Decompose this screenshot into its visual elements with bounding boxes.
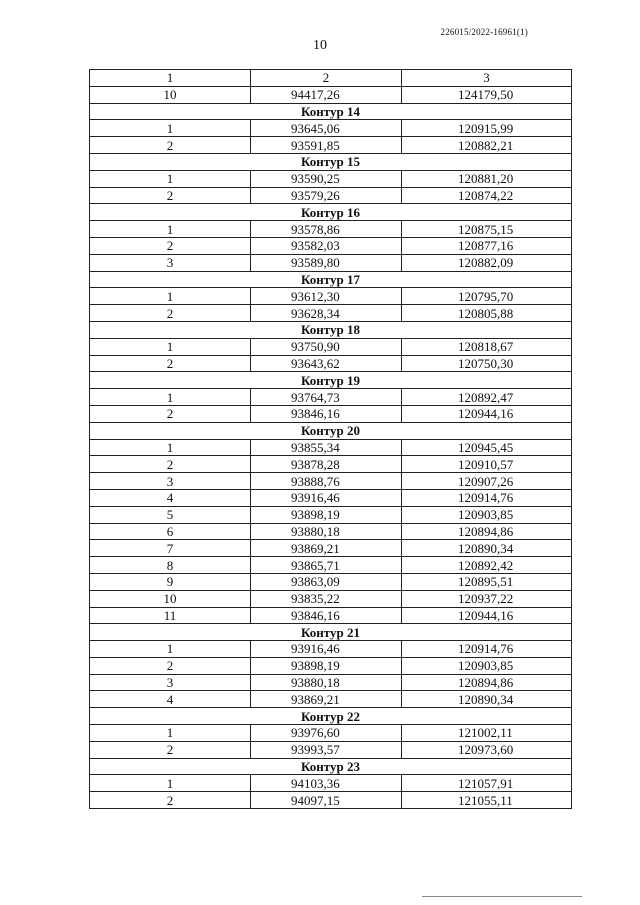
point-number-cell: 11	[90, 607, 251, 624]
x-coordinate-cell: 93764,73	[251, 389, 402, 406]
x-coordinate-cell: 93578,86	[251, 221, 402, 238]
column-header-2: 2	[251, 70, 402, 87]
y-coordinate-cell: 120877,16	[402, 237, 572, 254]
point-number-cell: 1	[90, 170, 251, 187]
x-coordinate-cell: 94097,15	[251, 792, 402, 809]
point-number-cell: 3	[90, 674, 251, 691]
y-coordinate-cell: 120910,57	[402, 456, 572, 473]
y-coordinate-cell: 120892,47	[402, 389, 572, 406]
y-coordinate-cell: 121055,11	[402, 792, 572, 809]
table-header-row	[90, 70, 572, 87]
table-row	[90, 691, 572, 708]
footer-rule	[422, 896, 582, 897]
point-number-cell: 2	[90, 792, 251, 809]
x-coordinate-cell: 93612,30	[251, 288, 402, 305]
table-row	[90, 523, 572, 540]
y-coordinate-cell: 120882,21	[402, 137, 572, 154]
table-row	[90, 170, 572, 187]
x-coordinate-cell: 93855,34	[251, 439, 402, 456]
section-header-row	[90, 758, 572, 775]
table-row	[90, 405, 572, 422]
y-coordinate-cell: 120914,76	[402, 489, 572, 506]
section-header-row	[90, 204, 572, 221]
x-coordinate-cell: 93835,22	[251, 590, 402, 607]
y-coordinate-cell: 120875,15	[402, 221, 572, 238]
section-title: Контур 19	[90, 372, 572, 389]
x-coordinate-cell: 93582,03	[251, 237, 402, 254]
x-coordinate-cell: 93579,26	[251, 187, 402, 204]
section-title: Контур 15	[90, 153, 572, 170]
y-coordinate-cell: 124179,50	[402, 86, 572, 103]
y-coordinate-cell: 121057,91	[402, 775, 572, 792]
table-row	[90, 573, 572, 590]
y-coordinate-cell: 120895,51	[402, 573, 572, 590]
point-number-cell: 4	[90, 489, 251, 506]
table-row	[90, 540, 572, 557]
point-number-cell: 1	[90, 120, 251, 137]
table-row	[90, 674, 572, 691]
page-number: 10	[313, 38, 327, 53]
table-row	[90, 725, 572, 742]
y-coordinate-cell: 120795,70	[402, 288, 572, 305]
section-header-row	[90, 372, 572, 389]
table-row	[90, 792, 572, 809]
table-row	[90, 489, 572, 506]
x-coordinate-cell: 93880,18	[251, 674, 402, 691]
table-row	[90, 120, 572, 137]
table-row	[90, 254, 572, 271]
point-number-cell: 2	[90, 355, 251, 372]
table-row	[90, 657, 572, 674]
y-coordinate-cell: 120805,88	[402, 305, 572, 322]
table-row	[90, 338, 572, 355]
point-number-cell: 2	[90, 657, 251, 674]
section-title: Контур 18	[90, 321, 572, 338]
x-coordinate-cell: 93880,18	[251, 523, 402, 540]
y-coordinate-cell: 120890,34	[402, 540, 572, 557]
y-coordinate-cell: 120890,34	[402, 691, 572, 708]
y-coordinate-cell: 120882,09	[402, 254, 572, 271]
section-header-row	[90, 271, 572, 288]
point-number-cell: 10	[90, 590, 251, 607]
table-row	[90, 741, 572, 758]
section-title: Контур 22	[90, 708, 572, 725]
section-title: Контур 16	[90, 204, 572, 221]
point-number-cell: 1	[90, 389, 251, 406]
table-row	[90, 221, 572, 238]
y-coordinate-cell: 120915,99	[402, 120, 572, 137]
table-row	[90, 456, 572, 473]
point-number-cell: 2	[90, 137, 251, 154]
table-row	[90, 557, 572, 574]
table-row	[90, 590, 572, 607]
table-row	[90, 237, 572, 254]
section-title: Контур 17	[90, 271, 572, 288]
y-coordinate-cell: 120818,67	[402, 338, 572, 355]
table-row	[90, 187, 572, 204]
x-coordinate-cell: 93888,76	[251, 473, 402, 490]
x-coordinate-cell: 93863,09	[251, 573, 402, 590]
y-coordinate-cell: 121002,11	[402, 725, 572, 742]
table-row	[90, 86, 572, 103]
x-coordinate-cell: 93589,80	[251, 254, 402, 271]
section-title: Контур 14	[90, 103, 572, 120]
table-row	[90, 137, 572, 154]
section-title: Контур 20	[90, 422, 572, 439]
x-coordinate-cell: 93590,25	[251, 170, 402, 187]
x-coordinate-cell: 93865,71	[251, 557, 402, 574]
point-number-cell: 2	[90, 741, 251, 758]
y-coordinate-cell: 120937,22	[402, 590, 572, 607]
point-number-cell: 2	[90, 305, 251, 322]
y-coordinate-cell: 120944,16	[402, 607, 572, 624]
table-row	[90, 473, 572, 490]
y-coordinate-cell: 120973,60	[402, 741, 572, 758]
x-coordinate-cell: 93878,28	[251, 456, 402, 473]
point-number-cell: 10	[90, 86, 251, 103]
column-header-1: 1	[90, 70, 251, 87]
y-coordinate-cell: 120881,20	[402, 170, 572, 187]
x-coordinate-cell: 93643,62	[251, 355, 402, 372]
table-row	[90, 439, 572, 456]
y-coordinate-cell: 120907,26	[402, 473, 572, 490]
point-number-cell: 5	[90, 506, 251, 523]
point-number-cell: 3	[90, 473, 251, 490]
x-coordinate-cell: 93645,06	[251, 120, 402, 137]
x-coordinate-cell: 93628,34	[251, 305, 402, 322]
x-coordinate-cell: 93898,19	[251, 506, 402, 523]
x-coordinate-cell: 93846,16	[251, 405, 402, 422]
table-row	[90, 506, 572, 523]
section-header-row	[90, 708, 572, 725]
point-number-cell: 7	[90, 540, 251, 557]
y-coordinate-cell: 120894,86	[402, 523, 572, 540]
column-header-3: 3	[402, 70, 572, 87]
x-coordinate-cell: 93976,60	[251, 725, 402, 742]
coordinates-table-body	[90, 70, 572, 809]
y-coordinate-cell: 120903,85	[402, 657, 572, 674]
section-title: Контур 21	[90, 624, 572, 641]
y-coordinate-cell: 120945,45	[402, 439, 572, 456]
point-number-cell: 1	[90, 221, 251, 238]
point-number-cell: 2	[90, 237, 251, 254]
x-coordinate-cell: 93869,21	[251, 540, 402, 557]
coordinates-table	[89, 69, 572, 809]
section-header-row	[90, 103, 572, 120]
point-number-cell: 1	[90, 439, 251, 456]
x-coordinate-cell: 94103,36	[251, 775, 402, 792]
y-coordinate-cell: 120903,85	[402, 506, 572, 523]
y-coordinate-cell: 120944,16	[402, 405, 572, 422]
point-number-cell: 8	[90, 557, 251, 574]
point-number-cell: 2	[90, 187, 251, 204]
y-coordinate-cell: 120894,86	[402, 674, 572, 691]
point-number-cell: 1	[90, 775, 251, 792]
x-coordinate-cell: 93750,90	[251, 338, 402, 355]
x-coordinate-cell: 93916,46	[251, 489, 402, 506]
y-coordinate-cell: 120914,76	[402, 641, 572, 658]
table-row	[90, 775, 572, 792]
section-header-row	[90, 321, 572, 338]
point-number-cell: 1	[90, 288, 251, 305]
point-number-cell: 2	[90, 405, 251, 422]
x-coordinate-cell: 93869,21	[251, 691, 402, 708]
x-coordinate-cell: 93846,16	[251, 607, 402, 624]
table-row	[90, 355, 572, 372]
table-row	[90, 389, 572, 406]
x-coordinate-cell: 94417,26	[251, 86, 402, 103]
table-row	[90, 288, 572, 305]
point-number-cell: 1	[90, 338, 251, 355]
point-number-cell: 4	[90, 691, 251, 708]
point-number-cell: 6	[90, 523, 251, 540]
point-number-cell: 1	[90, 725, 251, 742]
table-row	[90, 305, 572, 322]
y-coordinate-cell: 120750,30	[402, 355, 572, 372]
section-title: Контур 23	[90, 758, 572, 775]
section-header-row	[90, 153, 572, 170]
point-number-cell: 1	[90, 641, 251, 658]
section-header-row	[90, 624, 572, 641]
table-row	[90, 607, 572, 624]
y-coordinate-cell: 120892,42	[402, 557, 572, 574]
point-number-cell: 3	[90, 254, 251, 271]
y-coordinate-cell: 120874,22	[402, 187, 572, 204]
x-coordinate-cell: 93591,85	[251, 137, 402, 154]
x-coordinate-cell: 93993,57	[251, 741, 402, 758]
section-header-row	[90, 422, 572, 439]
table-row	[90, 641, 572, 658]
x-coordinate-cell: 93898,19	[251, 657, 402, 674]
document-id: 226015/2022-16961(1)	[440, 27, 528, 37]
point-number-cell: 9	[90, 573, 251, 590]
x-coordinate-cell: 93916,46	[251, 641, 402, 658]
point-number-cell: 2	[90, 456, 251, 473]
